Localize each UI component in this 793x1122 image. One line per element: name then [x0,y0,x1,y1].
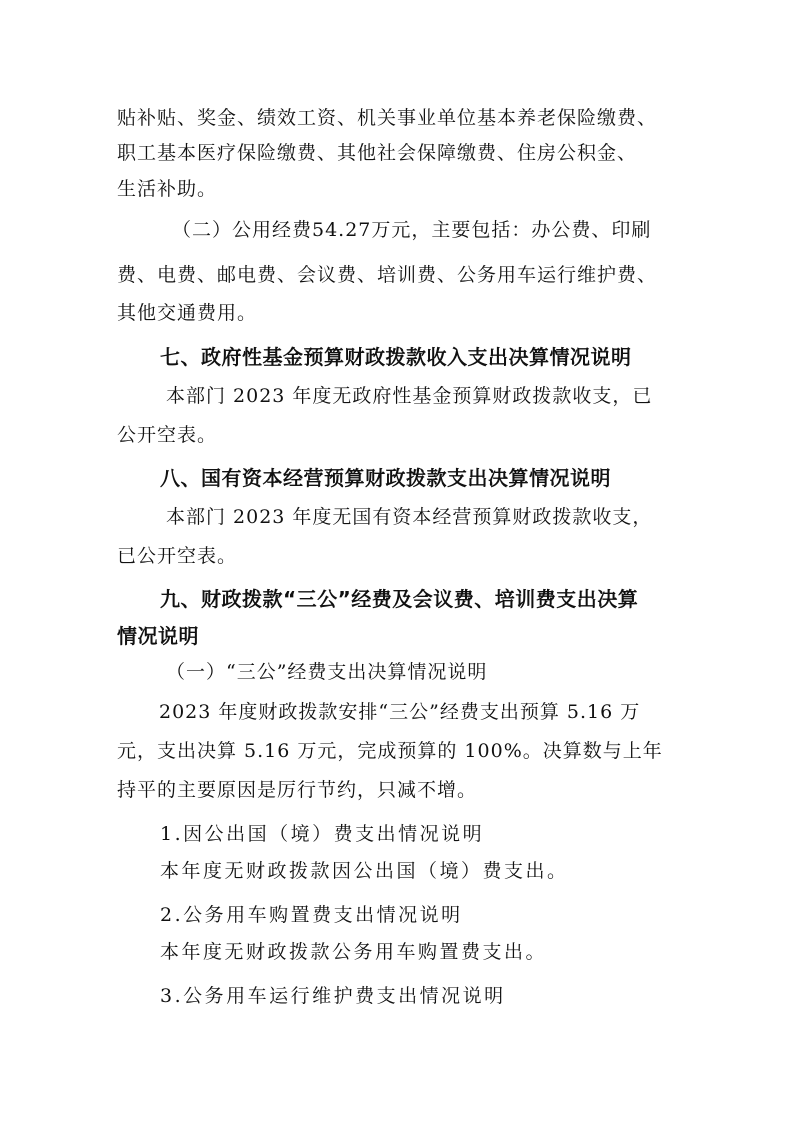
item-heading-2: 2.公务用车购置费支出情况说明 [160,904,463,926]
body-text-line: 费、电费、邮电费、会议费、培训费、公务用车运行维护费、 [117,264,658,286]
body-text-line: 贴补贴、奖金、绩效工资、机关事业单位基本养老保险缴费、 [117,107,658,129]
body-text-line: 2023 年度财政拨款安排“三公”经费支出预算 5.16 万 [159,701,641,723]
body-text-line: 公开空表。 [117,424,218,446]
body-text-line: 其他交通费用。 [117,302,258,324]
body-text-line: 本部门 2023 年度无政府性基金预算财政拨款收支，已 [166,385,653,407]
section-heading-9-cont: 情况说明 [117,624,199,648]
body-text-line: 生活补助。 [117,178,218,200]
body-text-line: 元，支出决算 5.16 万元，完成预算的 100%。决算数与上年 [117,740,663,762]
subsection-heading: （一）“三公”经费支出决算情况说明 [166,661,488,683]
body-text-line: 本部门 2023 年度无国有资本经营预算财政拨款收支， [166,506,653,528]
body-text-line: 本年度无财政拨款公务用车购置费支出。 [160,941,548,963]
item-heading-3: 3.公务用车运行维护费支出情况说明 [160,985,506,1007]
item-heading-1: 1.因公出国（境）费支出情况说明 [160,823,485,845]
section-heading-8: 八、国有资本经营预算财政拨款支出决算情况说明 [160,466,611,490]
body-text-line: 本年度无财政拨款因公出国（境）费支出。 [160,860,569,882]
subsection-paragraph-start: （二）公用经费54.27万元，主要包括：办公费、印刷 [172,219,652,241]
body-text-line: 持平的主要原因是厉行节约，只减不增。 [117,779,478,801]
body-text-line: 职工基本医疗保险缴费、其他社会保障缴费、住房公积金、 [117,142,638,164]
body-text-line: 已公开空表。 [117,545,238,567]
section-heading-7: 七、政府性基金预算财政拨款收入支出决算情况说明 [160,345,632,369]
section-heading-9: 九、财政拨款“三公”经费及会议费、培训费支出决算 [160,587,639,611]
